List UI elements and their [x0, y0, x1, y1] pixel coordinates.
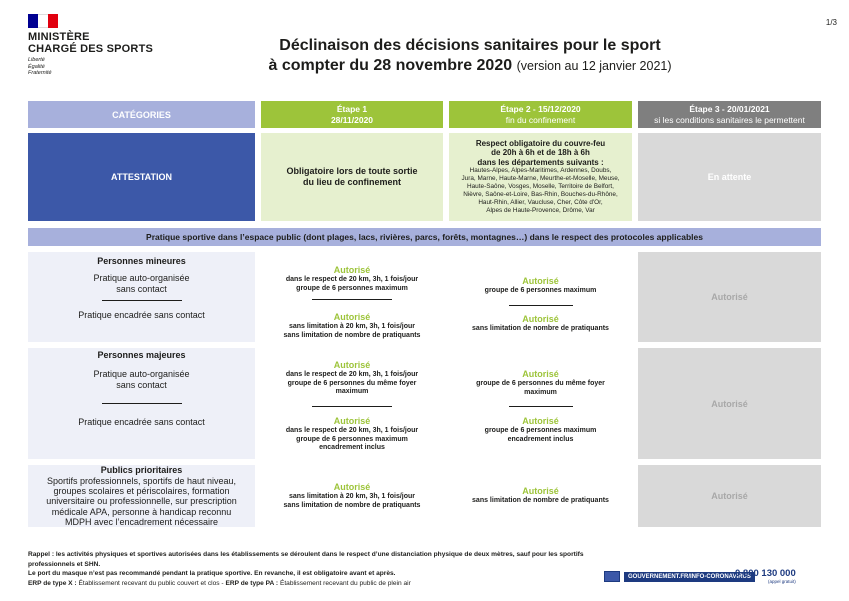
- mineures-etape-2: Autorisé groupe de 6 personnes maximum Autorisé sans limitation de nombre de pratiquants: [472, 276, 609, 332]
- logo-line-1: MINISTÈRE: [28, 31, 90, 43]
- page-number: 1/3: [825, 18, 837, 27]
- mineures-etape-1: Autorisé dans le respect de 20 km, 3h, 1 fois/jour groupe de 6 personnes maximum Autorisé sans limitation à 20 km, 3h, 1 fois/jour sans limitation de nombre de pratiquants: [283, 265, 421, 339]
- header-categories: CATÉGORIES: [28, 101, 255, 128]
- majeures-etape-1: Autorisé dans le respect de 20 km, 3h, 1 fois/jour groupe de 6 personnes du même foyer maximum Autorisé dans le respect de 20 km, 3h, 1 fois/jour groupe de 6 personnes maximum encadrement inclus: [285, 360, 419, 452]
- ministry-logo: [28, 14, 168, 77]
- footer-line-1: Rappel : les activités physiques et sportives autorisées dans les établissements se déroulent dans le respect d’une distanciation physique de deux mètres, sauf pour les sportifs professionnels et SHN.: [28, 551, 584, 568]
- mineures-etape-3: Autorisé: [638, 252, 821, 342]
- public-space-banner: Pratique sportive dans l’espace public (dont plages, lacs, rivières, parcs, forêts, montagnes…) dans le respect des protocoles applicables: [28, 228, 821, 246]
- gov-link[interactable]: GOUVERNEMENT.FR/INFO-CORONAVIRUS: [604, 571, 755, 582]
- attestation-etape-1: Obligatoire lors de toute sortie du lieu de confinement: [261, 133, 443, 221]
- attestation-label: ATTESTATION: [28, 133, 255, 221]
- logo-line-2: CHARGÉ DES SPORTS: [28, 43, 154, 55]
- category-majeures: Personnes majeures Pratique auto-organisée sans contact Pratique encadrée sans contact: [28, 348, 255, 459]
- footer-line-2: Le port du masque n’est pas recommandé pendant la pratique sportive. En revanche, il est obligatoire avant et après.: [28, 570, 396, 577]
- category-mineures: Personnes mineures Pratique auto-organisée sans contact Pratique encadrée sans contact: [28, 252, 255, 342]
- attestation-etape-3: En attente: [638, 133, 821, 221]
- screen-icon: [604, 571, 620, 582]
- footer-line-3: ERP de type X : Établissement recevant du public couvert et clos - ERP de type PA : Établissement recevant du public de plein air: [28, 579, 411, 587]
- attestation-etape-2: Respect obligatoire du couvre-feu de 20h à 6h et de 18h à 6h dans les départements suivants : Hautes-Alpes, Alpes-Maritimes, Ardennes, Doubs, Jura, Marne, Haute-Marne, Meurthe-et-Moselle, Meuse, Haute-Saône, Vosges, Moselle, Territoire de Belfort, Nièvre, Saône-et-Loire, Bas-Rhin, Bouches-du-Rhône, Haut-Rhin, Allier, Vaucluse, Cher, Côte d'Or, Alpes de Haute-Provence, Drôme, Var: [449, 133, 632, 221]
- phone-number: 0 800 130 000 (appel gratuit): [735, 568, 796, 584]
- motto: Liberté Égalité Fraternité: [28, 57, 52, 76]
- footer-notes: [28, 550, 588, 588]
- page-title: Déclinaison des décisions sanitaires pour le sport à compter du 28 novembre 2020 (version au 12 janvier 2021): [268, 37, 672, 74]
- header-etape-2: Étape 2 - 15/12/2020 fin du confinement: [449, 101, 632, 128]
- prioritaires-etape-3: Autorisé: [638, 465, 821, 527]
- category-prioritaires: Publics prioritaires Sportifs professionnels, sportifs de haut niveau, groupes scolaires et périscolaires, formation universitaire ou professionnelle, sur prescription médicale APA, personne à handicap reconnu MDPH avec l’encadrement nécessaire: [28, 465, 255, 527]
- header-etape-1: Étape 1 28/11/2020: [261, 101, 443, 128]
- prioritaires-etape-1: Autorisé sans limitation à 20 km, 3h, 1 fois/jour sans limitation de nombre de pratiquants: [283, 481, 421, 509]
- majeures-etape-2: Autorisé groupe de 6 personnes du même foyer maximum Autorisé groupe de 6 personnes maximum encadrement inclus: [476, 369, 605, 443]
- header-etape-3: Étape 3 - 20/01/2021 si les conditions sanitaires le permettent: [638, 101, 821, 128]
- majeures-etape-3: Autorisé: [638, 348, 821, 459]
- french-flag-icon: [28, 14, 58, 28]
- version-label: (version au 12 janvier 2021): [516, 59, 672, 73]
- prioritaires-etape-2: Autorisé sans limitation de nombre de pratiquants: [472, 486, 609, 505]
